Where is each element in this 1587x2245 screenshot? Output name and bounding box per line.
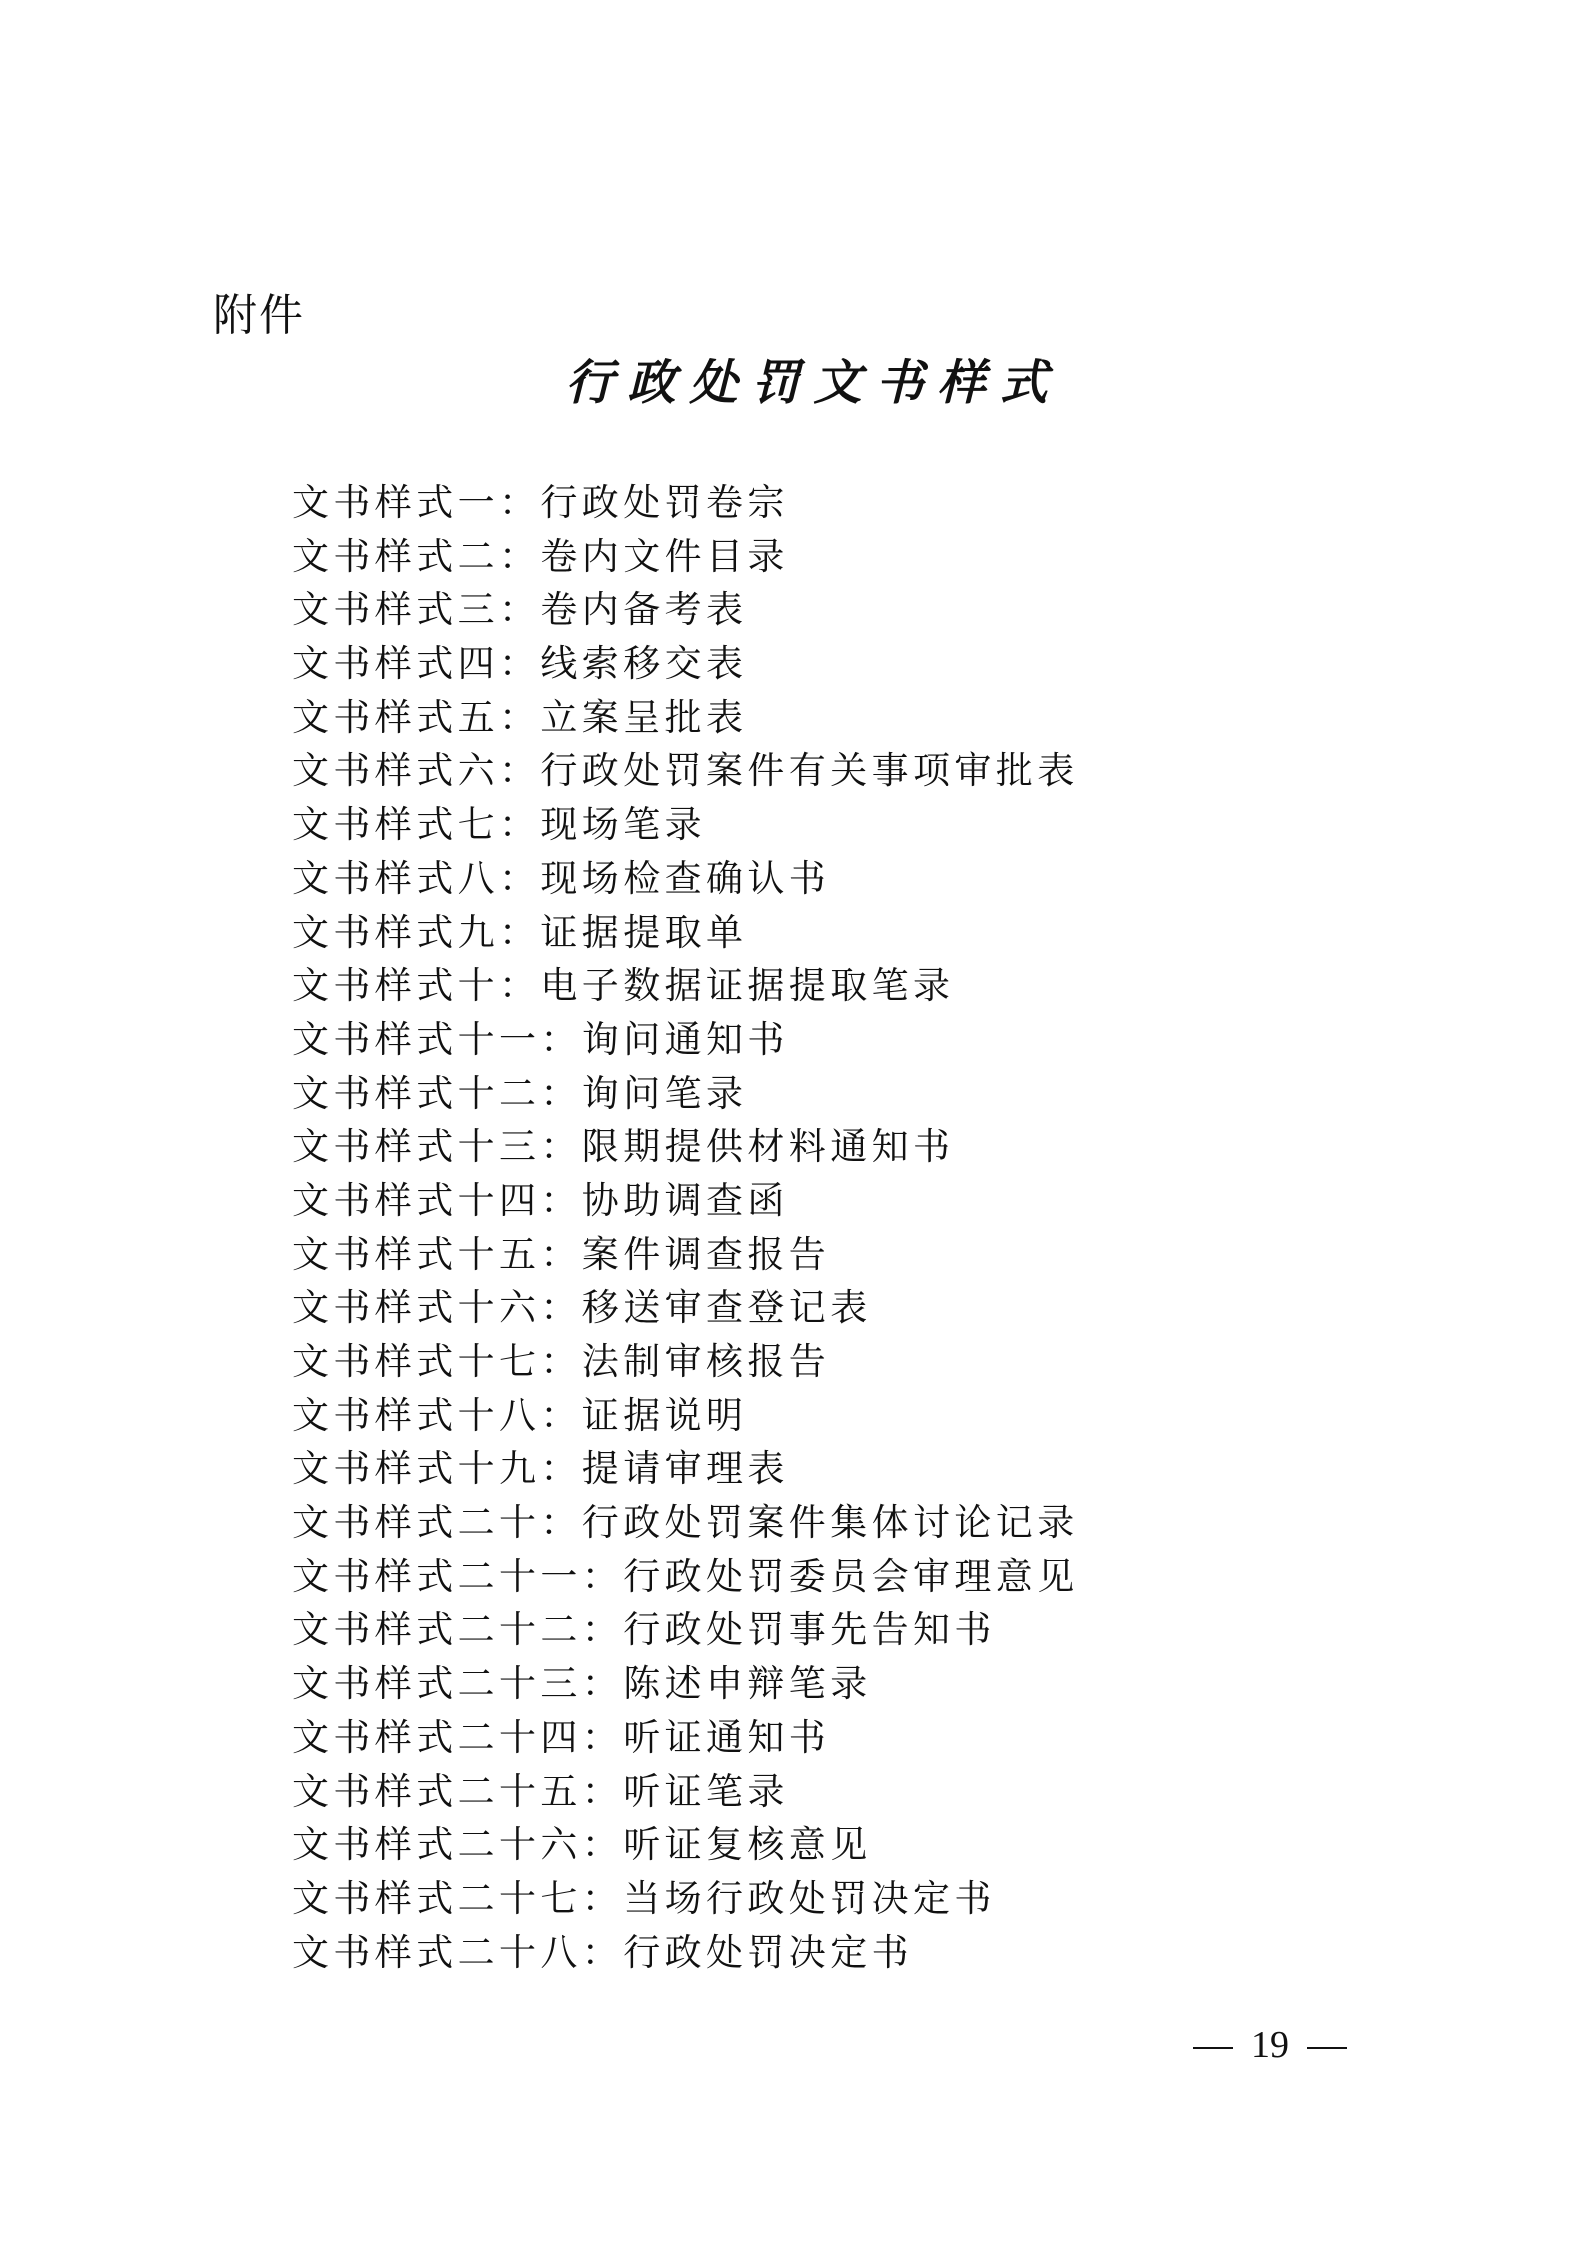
list-item: 文书样式十四：协助调查函 — [292, 1178, 789, 1222]
list-item: 文书样式五：立案呈批表 — [292, 695, 748, 739]
list-item: 文书样式十五：案件调查报告 — [292, 1232, 831, 1276]
list-item: 文书样式二十八：行政处罚决定书 — [292, 1930, 913, 1974]
list-item: 文书样式二：卷内文件目录 — [292, 534, 789, 578]
dash-right — [1307, 2047, 1347, 2049]
list-item: 文书样式二十五：听证笔录 — [292, 1769, 789, 1813]
list-item: 文书样式三：卷内备考表 — [292, 588, 748, 632]
list-item: 文书样式十：电子数据证据提取笔录 — [292, 964, 955, 1008]
list-item: 文书样式二十一：行政处罚委员会审理意见 — [292, 1554, 1079, 1598]
list-item: 文书样式二十七：当场行政处罚决定书 — [292, 1876, 996, 1920]
dash-left — [1193, 2047, 1233, 2049]
list-item: 文书样式二十：行政处罚案件集体讨论记录 — [292, 1501, 1079, 1545]
list-item: 文书样式二十二：行政处罚事先告知书 — [292, 1608, 996, 1652]
list-item: 文书样式二十四：听证通知书 — [292, 1715, 831, 1759]
list-item: 文书样式十三：限期提供材料通知书 — [292, 1125, 955, 1169]
list-item: 文书样式一：行政处罚卷宗 — [292, 481, 789, 524]
list-item: 文书样式四：线索移交表 — [292, 642, 748, 686]
list-item: 文书样式十九：提请审理表 — [292, 1447, 789, 1491]
list-item: 文书样式十二：询问笔录 — [292, 1071, 748, 1115]
list-item: 文书样式十八：证据说明 — [292, 1393, 748, 1437]
attachment-label: 附件 — [213, 290, 305, 341]
document-style-list — [292, 476, 1079, 1979]
list-item: 文书样式十一：询问通知书 — [292, 1017, 789, 1061]
document-title: 行政处罚文书样式 — [565, 355, 1062, 411]
page-number — [1175, 2020, 1365, 2070]
list-item: 文书样式十七：法制审核报告 — [292, 1340, 831, 1383]
list-item: 文书样式二十三：陈述申辩笔录 — [292, 1662, 872, 1706]
list-item: 文书样式八：现场检查确认书 — [292, 856, 831, 900]
list-item: 文书样式六：行政处罚案件有关事项审批表 — [292, 749, 1079, 793]
page-number-value: 19 — [1251, 2024, 1289, 2066]
list-item: 文书样式七：现场笔录 — [292, 803, 706, 847]
list-item: 文书样式十六：移送审查登记表 — [292, 1286, 872, 1330]
list-item: 文书样式二十六：听证复核意见 — [292, 1823, 872, 1867]
list-item: 文书样式九：证据提取单 — [292, 910, 748, 954]
